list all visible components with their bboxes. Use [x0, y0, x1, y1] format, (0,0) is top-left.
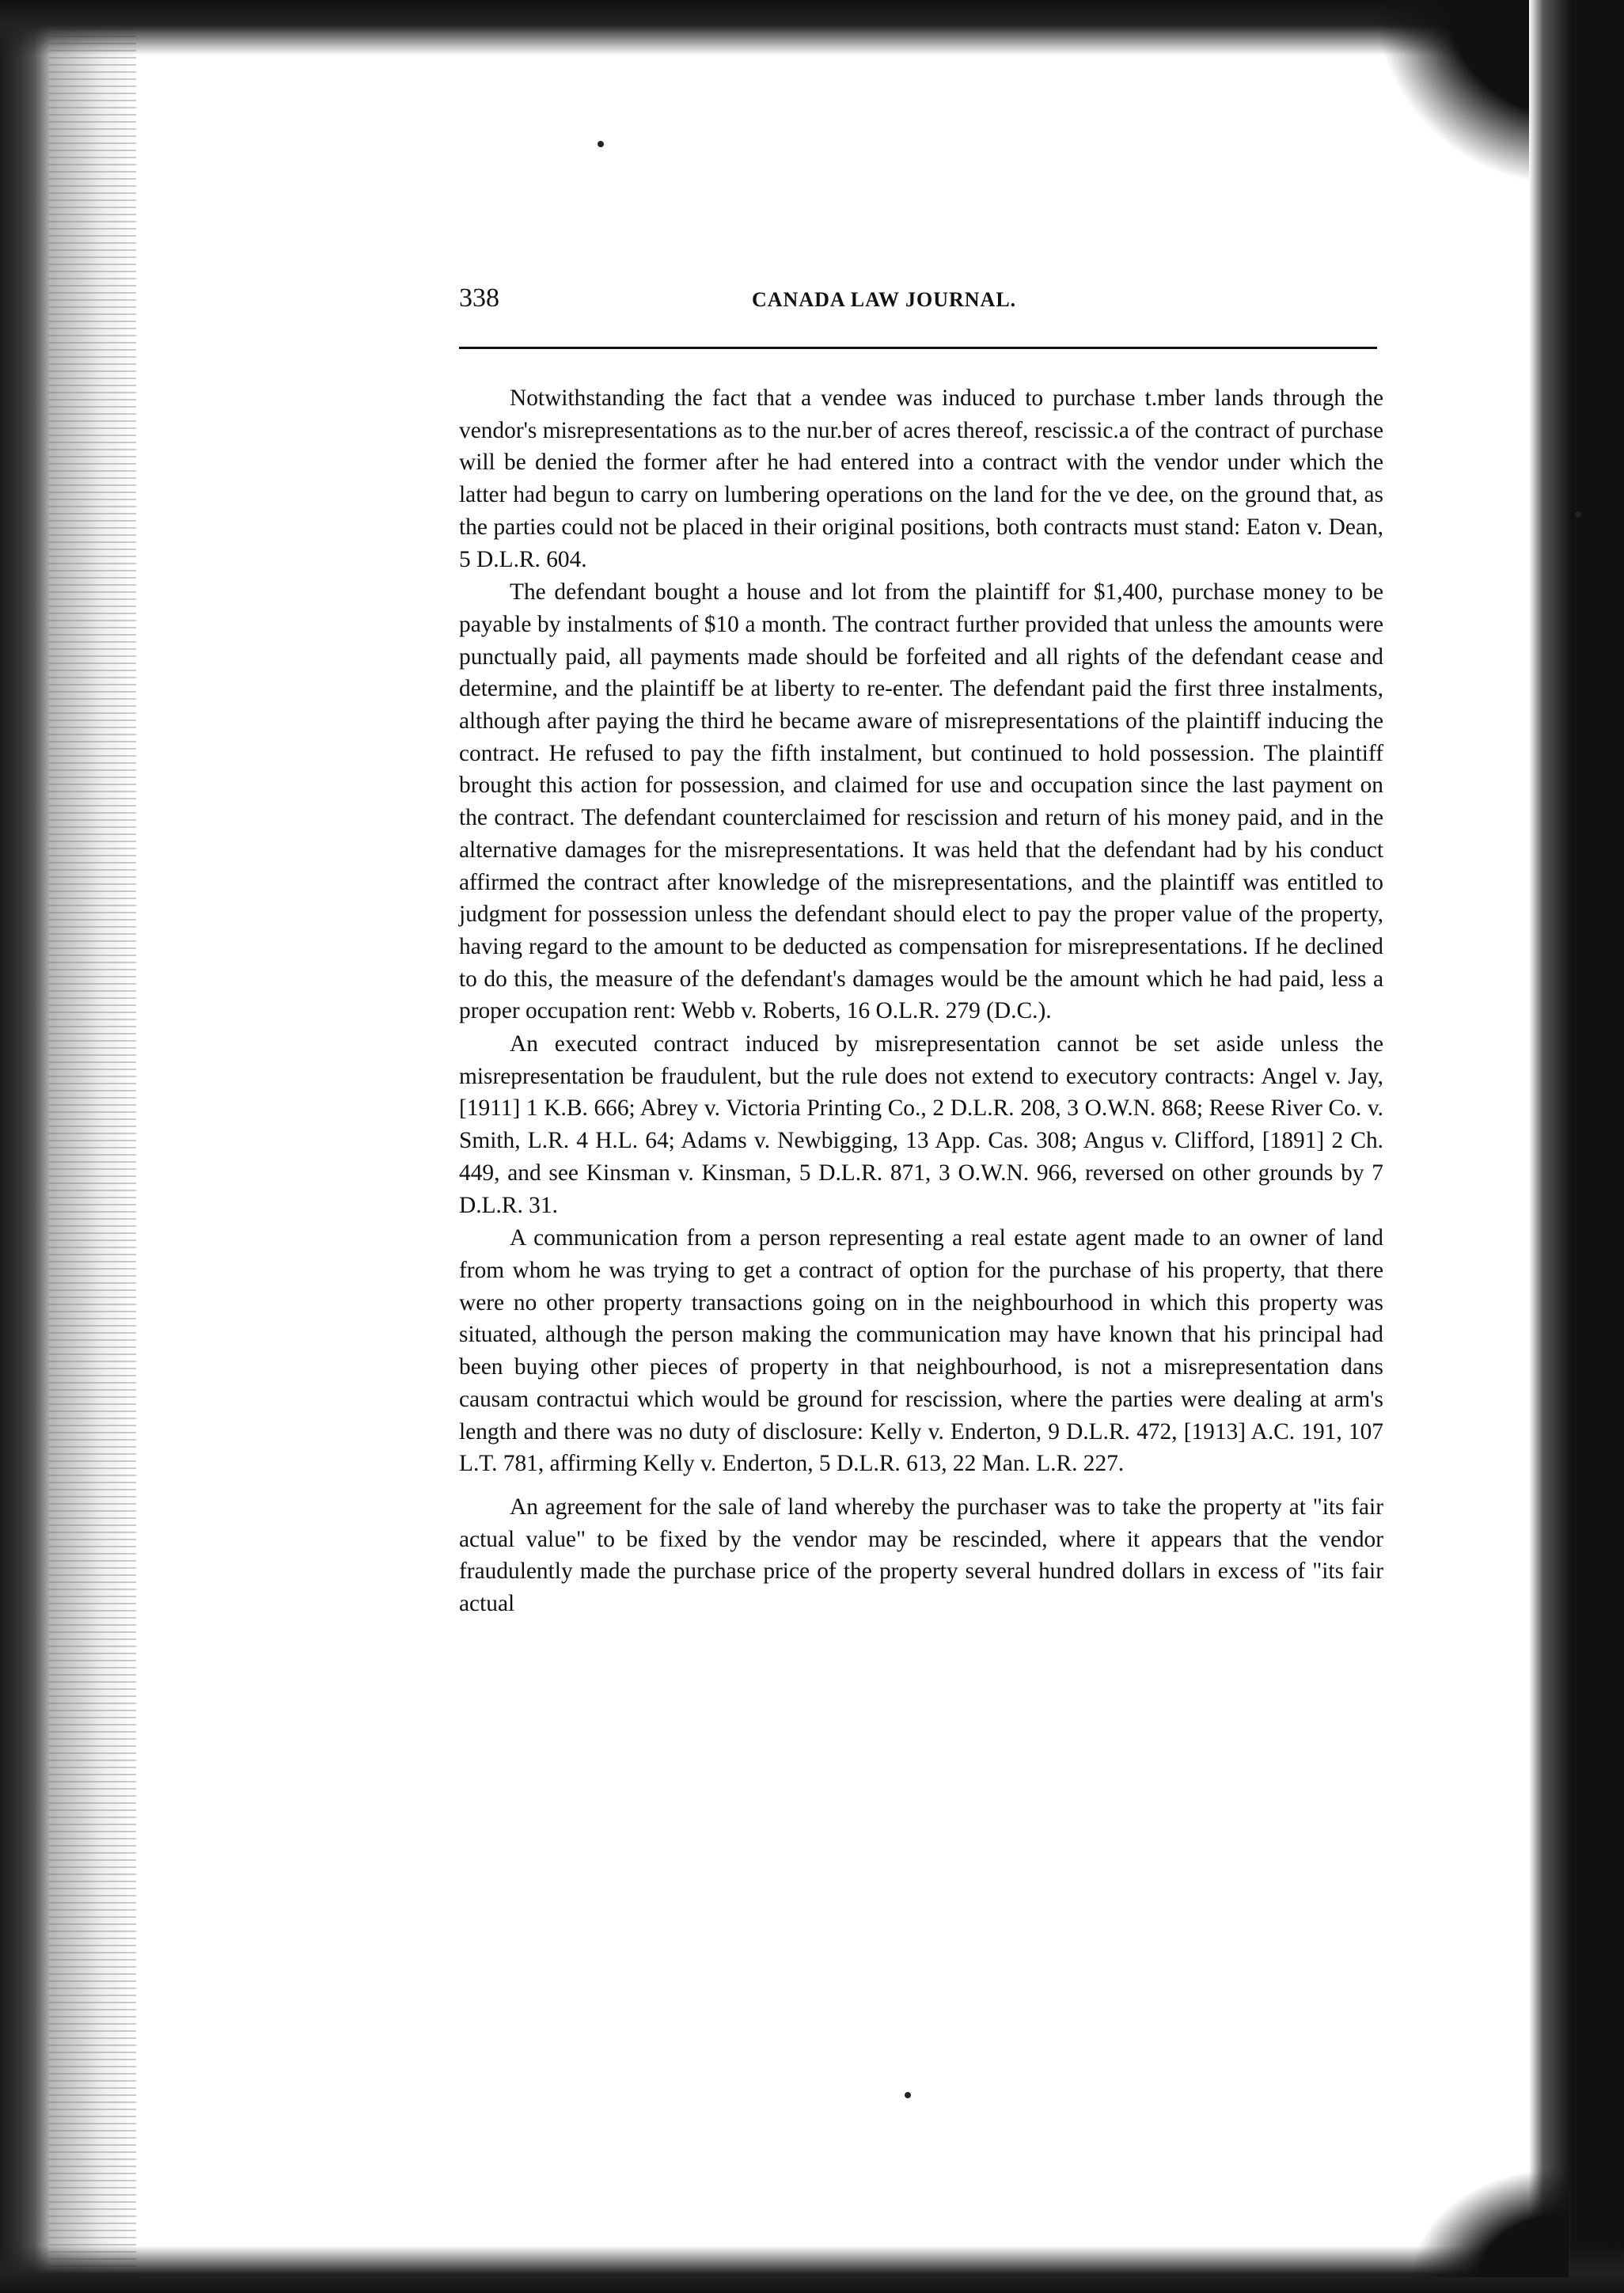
speck-right — [1575, 511, 1581, 518]
page-number: 338 — [459, 283, 499, 313]
page-header — [459, 283, 1383, 332]
header-rule — [459, 347, 1377, 349]
paragraph-2: The defendant bought a house and lot from the plaintiff for $1,400, purchase money to be payable by instalments of $10 a month. The contract further provided that unless the amounts were punctually paid, all payments made should be forfeited and all rights of the defendant cease and determine, and the plaintiff be at liberty to re-enter. The defendant paid the first three instalments, although after paying the third he became aware of misrepresentations of the plaintiff inducing the contract. He refused to pay the fifth instalment, but continued to hold possession. The plaintiff brought this action for possession, and claimed for use and occupation since the last payment on the contract. The defendant counterclaimed for rescission and return of his money paid, and in the alternative damages for the misrepresentations. It was held that the defendant had by his conduct affirmed the contract after knowledge of the misrepresentations, and the plaintiff was entitled to judgment for possession unless the defendant should elect to pay the proper value of the property, having regard to the amount to be deducted as compensation for misrepresentations. If he declined to do this, the measure of the defendant's damages would be the amount which he had paid, less a proper occupation rent: Webb v. Roberts, 16 O.L.R. 279 (D.C.). — [459, 579, 1383, 1024]
paragraph-3: An executed contract induced by misrepresentation cannot be set aside unless the misrepresentation be fraudulent, but the rule does not extend to executory contracts: Angel v. Jay, [1911] 1 K.B. 666; Abrey v. Victoria Printing Co., 2 D.L.R. 208, 3 O.W.N. 868; Reese River Co. v. Smith, L.R. 4 H.L. 64; Adams v. Newbigging, 13 App. Cas. 308; Angus v. Clifford, [1891] 2 Ch. 449, and see Kinsman v. Kinsman, 5 D.L.R. 871, 3 O.W.N. 966, reversed on other grounds by 7 D.L.R. 31. — [459, 1031, 1383, 1218]
speck-top — [598, 141, 604, 147]
bottom-right-curl — [1410, 2166, 1569, 2277]
speck-bottom — [905, 2092, 911, 2098]
binding-speckle — [49, 0, 136, 2293]
binding-shadow — [0, 0, 49, 2293]
running-head: CANADA LAW JOURNAL. — [752, 288, 1017, 311]
paragraph-4: A communication from a person representing a real estate agent made to an owner of land from whom he was trying to get a contract of option for the purchase of his property, that there were no other property transactions going on in the neighbourhood in which this property was situated, although the person making the communication may have known that his principal had been buying other pieces of property in that neighbourhood, is not a misrepresentation dans causam contractui which would be ground for rescission, where the parties were dealing at arm's length and there was no duty of disclosure: Kelly v. Enderton, 9 D.L.R. 472, [1913] A.C. 191, 107 L.T. 781, affirming Kelly v. Enderton, 5 D.L.R. 613, 22 Man. L.R. 227. — [459, 1225, 1383, 1477]
paragraph-1: Notwithstanding the fact that a vendee was induced to purchase t.mber lands through the vendor's misrepresentations as to the nur.ber of acres thereof, rescissic.a of the contract of purchase will be denied the former after he had entered into a contract with the vendor under which the latter had begun to carry on lumbering operations on the land for the ve dee, on the ground that, as the parties could not be placed in their original positions, both contracts must stand: Eaton v. Dean, 5 D.L.R. 604. — [459, 385, 1383, 572]
bottom-edge-shadow — [0, 2246, 1624, 2293]
right-edge-shadow — [1529, 0, 1624, 2293]
paragraph-5: An agreement for the sale of land whereby the purchaser was to take the property at "its fair actual value" to be fixed by the vendor may be rescinded, where it appears that the vendor fraudulently made the purchase price of the property several hundred dollars in excess of "its fair actual — [459, 1494, 1383, 1617]
page-text — [459, 283, 1383, 1620]
